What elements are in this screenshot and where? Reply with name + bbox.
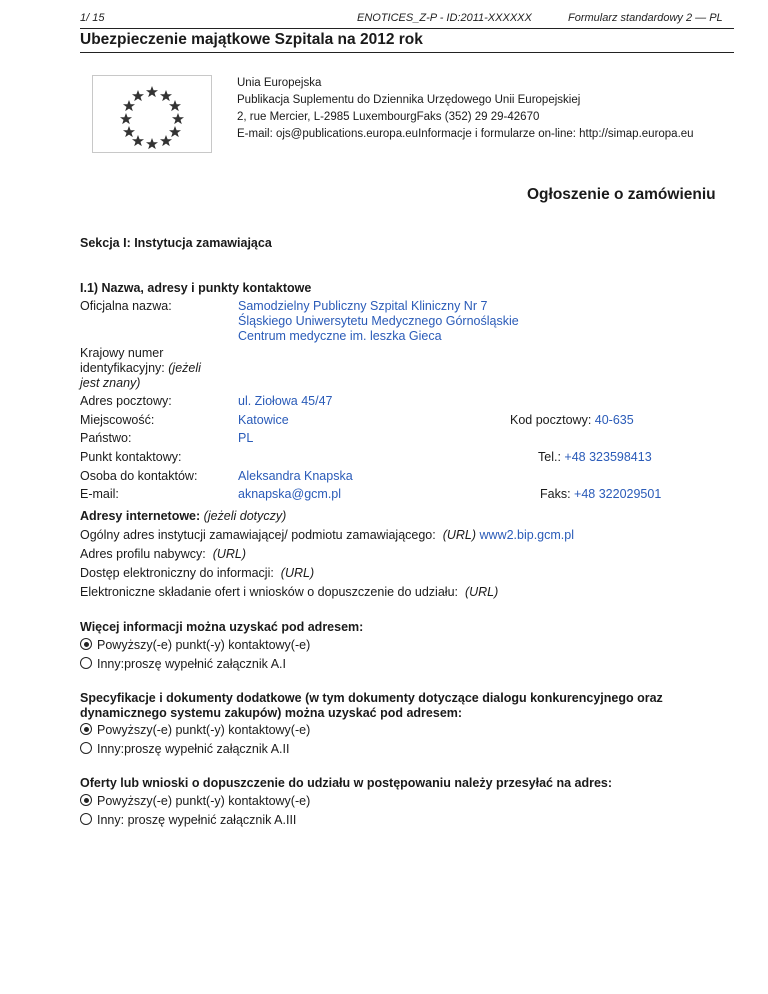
internet-title [80, 509, 286, 523]
publisher-line: 2, rue Mercier, L-2985 LuxembourgFaks (352) 29 29-42670 [237, 111, 540, 123]
more-info-title: Więcej informacji można uzyskać pod adresem: [80, 620, 364, 634]
postal-label: Kod pocztowy: [510, 413, 592, 427]
more-info-option-2[interactable] [80, 657, 286, 671]
radio-selected-icon[interactable] [80, 794, 92, 806]
postal-value: 40-635 [594, 413, 634, 427]
electronic-access [80, 566, 314, 580]
option-label: Powyższy(-e) punkt(-y) kontaktowy(-e) [97, 638, 311, 652]
url-tag: (URL) [464, 585, 499, 599]
city-label: Miejscowość: [80, 413, 155, 427]
publisher-line: E-mail: ojs@publications.europa.euInformacje i formularze on-line: http://simap.europa.eu [237, 128, 694, 140]
specs-option-1[interactable] [80, 723, 310, 737]
national-id-label [80, 346, 201, 391]
general-url-link[interactable]: www2.bip.gcm.pl [479, 528, 574, 542]
radio-empty-icon[interactable] [80, 657, 92, 669]
internet-title-hint: (jeżeli dotyczy) [203, 509, 287, 523]
url-tag: (URL) [212, 547, 247, 561]
notice-title: Ogłoszenie o zamówieniu [527, 186, 716, 203]
page-number: 1/ 15 [80, 12, 105, 24]
contact-point-label: Punkt kontaktowy: [80, 450, 182, 464]
general-address-label: Ogólny adres instytucji zamawiającej/ podmiotu zamawiającego: [80, 528, 436, 542]
general-address [80, 528, 574, 542]
national-id-hint: (jeżeli [168, 361, 201, 375]
publisher-line: Unia Europejska [237, 77, 322, 89]
eu-stars-icon [93, 76, 211, 152]
official-name-line: Śląskiego Uniwersytetu Medycznego Górnośląskie [238, 314, 519, 328]
address-label: Adres pocztowy: [80, 394, 172, 408]
option-label: Inny:proszę wypełnić załącznik A.I [97, 657, 286, 671]
email-label: E-mail: [80, 487, 119, 501]
radio-empty-icon[interactable] [80, 742, 92, 754]
electronic-access-label: Dostęp elektroniczny do informacji: [80, 566, 274, 580]
subsection-title: I.1) Nazwa, adresy i punkty kontaktowe [80, 281, 312, 295]
offers-title: Oferty lub wnioski o dopuszczenie do udziału w postępowaniu należy przesyłać na adres: [80, 776, 613, 790]
specs-title [80, 691, 663, 721]
option-label: Powyższy(-e) punkt(-y) kontaktowy(-e) [97, 794, 311, 808]
option-label: Powyższy(-e) punkt(-y) kontaktowy(-e) [97, 723, 311, 737]
contact-person-value: Aleksandra Knapska [238, 469, 353, 483]
form-type: Formularz standardowy 2 — PL [568, 12, 723, 24]
specs-option-2[interactable] [80, 742, 289, 756]
national-id-hint: jest znany) [80, 376, 141, 390]
offers-option-1[interactable] [80, 794, 310, 808]
buyer-profile-label: Adres profilu nabywcy: [80, 547, 206, 561]
electronic-submission [80, 585, 498, 599]
specs-title-line: dynamicznego systemu zakupów) można uzyskać pod adresem: [80, 706, 463, 720]
internet-title-text: Adresy internetowe: [80, 509, 201, 523]
tel-label: Tel.: [538, 450, 561, 464]
official-name-line: Samodzielny Publiczny Szpital Kliniczny Nr 7 [238, 299, 488, 313]
publisher-info [237, 75, 694, 143]
address-value: ul. Ziołowa 45/47 [238, 394, 333, 408]
title-rule [80, 52, 734, 53]
document-title: Ubezpieczenie majątkowe Szpitala na 2012 rok [80, 31, 423, 48]
telephone [538, 450, 652, 464]
country-value: PL [238, 431, 254, 445]
specs-title-line: Specyfikacje i dokumenty dodatkowe (w tym dokumenty dotyczące dialogu konkurencyjnego oraz [80, 691, 663, 705]
option-label: Inny: proszę wypełnić załącznik A.III [97, 813, 297, 827]
publisher-line: Publikacja Suplementu do Dziennika Urzędowego Unii Europejskiej [237, 94, 581, 106]
national-id-label-line: identyfikacyjny: [80, 361, 165, 375]
national-id-label-line: Krajowy numer [80, 346, 164, 360]
header-rule [80, 28, 734, 29]
offers-option-2[interactable] [80, 813, 296, 827]
buyer-profile [80, 547, 246, 561]
url-tag: (URL) [280, 566, 315, 580]
document-id: ENOTICES_Z-P - ID:2011-XXXXXX [357, 12, 532, 24]
postal-code [510, 413, 634, 427]
tel-value: +48 323598413 [564, 450, 652, 464]
radio-selected-icon[interactable] [80, 723, 92, 735]
official-name-line: Centrum medyczne im. leszka Gieca [238, 329, 442, 343]
official-name-label: Oficjalna nazwa: [80, 299, 172, 313]
option-label: Inny:proszę wypełnić załącznik A.II [97, 742, 290, 756]
electronic-submission-label: Elektroniczne składanie ofert i wniosków o dopuszczenie do udziału: [80, 585, 458, 599]
city-value: Katowice [238, 413, 289, 427]
radio-selected-icon[interactable] [80, 638, 92, 650]
fax [540, 487, 661, 501]
radio-empty-icon[interactable] [80, 813, 92, 825]
more-info-option-1[interactable] [80, 638, 310, 652]
fax-value: +48 322029501 [574, 487, 662, 501]
email-link[interactable]: aknapska@gcm.pl [238, 487, 342, 501]
official-name-value [238, 299, 519, 344]
fax-label: Faks: [540, 487, 571, 501]
section-title: Sekcja I: Instytucja zamawiająca [80, 236, 272, 250]
url-tag: (URL) [442, 528, 477, 542]
eu-flag-icon [92, 75, 212, 153]
contact-person-label: Osoba do kontaktów: [80, 469, 198, 483]
country-label: Państwo: [80, 431, 132, 445]
